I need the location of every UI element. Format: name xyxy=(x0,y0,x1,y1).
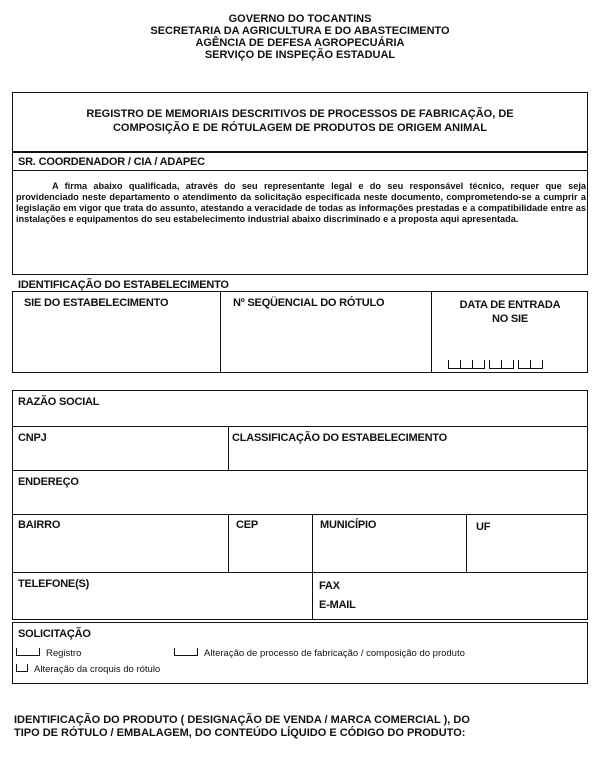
addressee-divider xyxy=(12,170,588,171)
classification-field[interactable]: CLASSIFICAÇÃO DO ESTABELECIMENTO xyxy=(232,432,448,444)
cnpj-divider xyxy=(228,426,229,470)
fax-field[interactable]: FAX xyxy=(319,580,340,592)
telefone-divider xyxy=(312,572,313,620)
declaration-text xyxy=(16,181,586,225)
label-change-checkbox[interactable] xyxy=(16,664,28,672)
registration-label: Registro xyxy=(46,648,82,659)
identification-section-label: IDENTIFICAÇÃO DO ESTABELECIMENTO xyxy=(18,279,229,291)
sie-field[interactable]: SIE DO ESTABELECIMENTO xyxy=(24,297,169,309)
identification-divider-1 xyxy=(220,291,221,373)
razao-social-field[interactable]: RAZÃO SOCIAL xyxy=(18,396,100,408)
cnpj-field[interactable]: CNPJ xyxy=(18,432,47,444)
request-label: SOLICITAÇÃO xyxy=(18,628,91,640)
neighborhood-field[interactable]: BAIRRO xyxy=(18,519,61,531)
header-government: GOVERNO DO TOCANTINS xyxy=(228,13,372,25)
row-divider-4 xyxy=(12,572,588,573)
form-title-line1: REGISTRO DE MEMORIAIS DESCRITIVOS DE PROCESSOS DE FABRICAÇÃO, DE xyxy=(86,108,514,120)
entry-date-label-line1: DATA DE ENTRADA xyxy=(459,299,561,311)
identification-divider-2 xyxy=(431,291,432,373)
cep-divider xyxy=(312,514,313,572)
registration-checkbox[interactable] xyxy=(16,648,40,656)
bairro-divider xyxy=(228,514,229,572)
entry-date-input[interactable] xyxy=(448,360,543,369)
email-field[interactable]: E-MAIL xyxy=(319,599,356,611)
row-divider-1 xyxy=(12,426,588,427)
addressee-label: SR. COORDENADOR / CIA / ADAPEC xyxy=(18,156,205,168)
address-field[interactable]: ENDEREÇO xyxy=(18,476,79,488)
declaration-body: A firma abaixo qualificada, através do seu representante legal e do seu responsável técnico, requer que seja providenciado neste departamento o atendimento da solicitação especificada neste documento, comprometendo-se a cumprir a legislação em vigor que trata do assunto, atestando a veracidade de todas as informações prestadas e a compatibilidade entre as instalações e equipamentos do seu estabelecimento industrial abaixo discriminado e a proposta aqui apresentada. xyxy=(16,181,586,224)
uf-field[interactable]: UF xyxy=(476,521,491,533)
request-option-registration[interactable] xyxy=(16,648,81,659)
establishment-data-box xyxy=(12,390,588,620)
header-secretariat: SECRETARIA DA AGRICULTURA E DO ABASTECIMENTO xyxy=(150,25,450,37)
cep-field[interactable]: CEP xyxy=(236,519,259,531)
request-option-label-change[interactable] xyxy=(16,664,160,675)
label-change-label: Alteração da croquis do rótulo xyxy=(34,664,161,675)
row-divider-3 xyxy=(12,514,588,515)
row-divider-2 xyxy=(12,470,588,471)
municipality-field[interactable]: MUNICÍPIO xyxy=(320,519,377,531)
municipio-divider xyxy=(466,514,467,572)
request-option-process-change[interactable] xyxy=(174,648,465,659)
product-identification-line2: TIPO DE RÓTULO / EMBALAGEM, DO CONTEÚDO LÍQUIDO E CÓDIGO DO PRODUTO: xyxy=(14,727,466,739)
form-title-line2: COMPOSIÇÃO E DE RÓTULAGEM DE PRODUTOS DE ORIGEM ANIMAL xyxy=(112,122,488,134)
process-change-checkbox[interactable] xyxy=(174,648,198,656)
header-service: SERVIÇO DE INSPEÇÃO ESTADUAL xyxy=(204,49,396,61)
sequential-label-field[interactable]: Nº SEQÜENCIAL DO RÓTULO xyxy=(233,297,385,309)
entry-date-label-line2: NO SIE xyxy=(491,313,529,325)
process-change-label: Alteração de processo de fabricação / composição do produto xyxy=(204,648,465,659)
product-identification-line1: IDENTIFICAÇÃO DO PRODUTO ( DESIGNAÇÃO DE VENDA / MARCA COMERCIAL ), DO xyxy=(14,714,470,726)
phone-field[interactable]: TELEFONE(S) xyxy=(18,578,90,590)
header-agency: AGÊNCIA DE DEFESA AGROPECUÁRIA xyxy=(195,37,405,49)
